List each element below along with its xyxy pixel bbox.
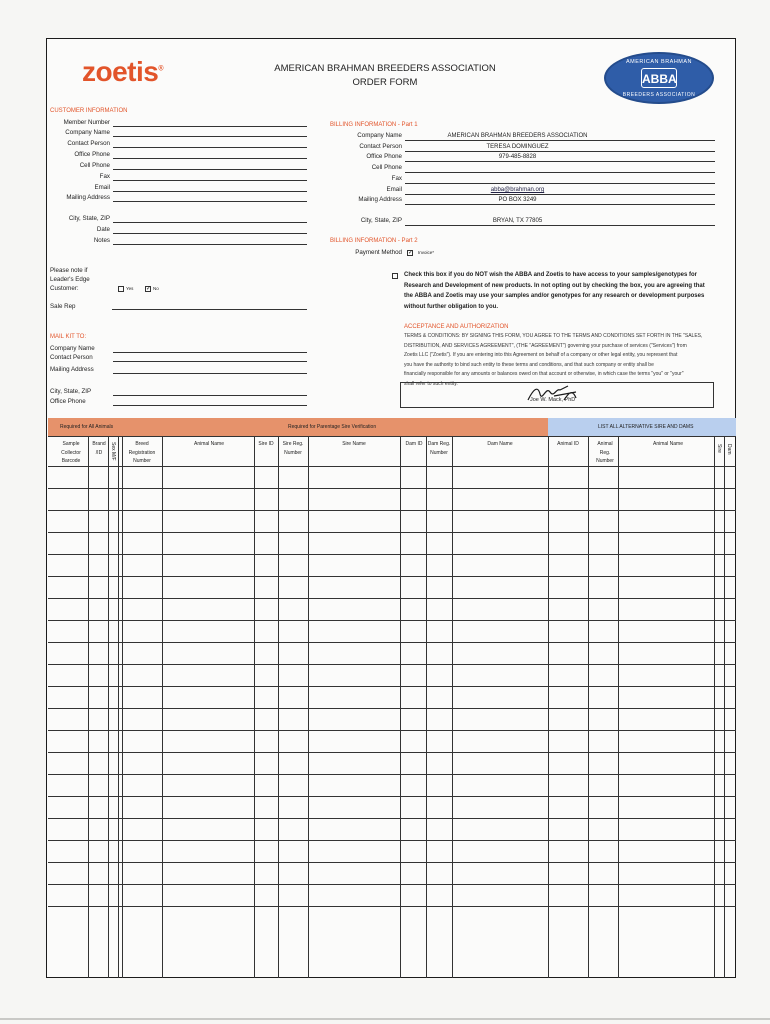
column-divider <box>618 436 619 978</box>
leader-yes-checkbox[interactable] <box>118 286 124 292</box>
billing-field-input[interactable] <box>405 172 715 173</box>
billing-field-input[interactable] <box>405 183 715 184</box>
column-divider <box>162 436 163 978</box>
billing-field-input[interactable] <box>405 151 715 152</box>
leader-note-line2: Leader's Edge <box>50 276 90 283</box>
column-divider <box>108 436 109 978</box>
customer-field-label: Office Phone <box>74 151 110 158</box>
customer-field-input[interactable] <box>113 136 307 137</box>
abba-seal-logo: AMERICAN BRAHMAN ABBA BREEDERS ASSOCIATION <box>604 52 714 104</box>
table-row[interactable] <box>48 862 736 863</box>
billing-part2-heading: BILLING INFORMATION - Part 2 <box>330 238 418 244</box>
table-row[interactable] <box>48 488 736 489</box>
billing-field-label: Fax <box>391 175 402 182</box>
customer-field-input[interactable] <box>113 233 307 234</box>
mail-field-input[interactable] <box>113 405 307 406</box>
table-row[interactable] <box>48 752 736 753</box>
billing-field-label: Email <box>386 186 402 193</box>
col-alt-animal-id: Animal ID <box>557 441 579 447</box>
col-dam-id: Dam ID <box>405 441 423 447</box>
table-row[interactable] <box>48 796 736 797</box>
column-divider <box>308 436 309 978</box>
customer-field-label: Fax <box>99 173 110 180</box>
table-row[interactable] <box>48 554 736 555</box>
list-alt-text: LIST ALL ALTERNATIVE SIRE AND DAMS <box>598 424 694 430</box>
column-divider <box>714 436 715 978</box>
column-divider <box>426 436 427 978</box>
col-dam-reg: Dam Reg. Number <box>427 441 451 456</box>
optout-checkbox[interactable] <box>392 273 398 279</box>
sale-rep-field[interactable] <box>112 309 307 310</box>
mail-field-input[interactable] <box>113 395 307 396</box>
column-divider <box>88 436 89 978</box>
mail-field-input[interactable] <box>113 373 307 374</box>
leader-note-line1: Please note if <box>50 267 88 274</box>
table-row[interactable] <box>48 840 736 841</box>
table-row[interactable] <box>48 730 736 731</box>
customer-field-input[interactable] <box>113 158 307 159</box>
customer-field-label: City, State, ZIP <box>68 215 110 222</box>
mail-field-label: City, State, ZIP <box>50 388 92 395</box>
column-divider <box>548 436 549 978</box>
customer-field-label: Cell Phone <box>79 162 110 169</box>
customer-info-heading: CUSTOMER INFORMATION <box>50 108 128 114</box>
table-row[interactable] <box>48 576 736 577</box>
customer-field-label: Notes <box>93 237 110 244</box>
title-line-1: AMERICAN BRAHMAN BREEDERS ASSOCIATION <box>274 63 496 74</box>
customer-field-label: Mailing Address <box>66 194 110 201</box>
customer-field-input[interactable] <box>113 180 307 181</box>
table-row[interactable] <box>48 884 736 885</box>
sale-rep-label: Sale Rep <box>50 303 76 310</box>
table-row[interactable] <box>48 818 736 819</box>
column-divider <box>452 436 453 978</box>
leader-yes-label: Yes <box>126 286 134 291</box>
table-row[interactable] <box>48 642 736 643</box>
col-brand-id: Brand /ID <box>92 441 106 456</box>
leader-no-checkbox[interactable]: ✓ <box>146 286 152 292</box>
column-divider <box>724 436 725 978</box>
column-divider <box>278 436 279 978</box>
customer-field-label: Company Name <box>65 129 110 136</box>
leader-no-label: No <box>153 286 159 291</box>
req-all-text: Required for All Animals <box>60 424 114 430</box>
col-alt-dam: Dam <box>726 444 732 455</box>
mail-field-label: Office Phone <box>50 398 86 405</box>
acceptance-heading: ACCEPTANCE AND AUTHORIZATION <box>404 324 509 330</box>
col-animal-name: Animal Name <box>193 441 224 447</box>
mail-field-label: Company Name <box>50 345 95 352</box>
table-row[interactable] <box>48 906 736 907</box>
billing-field-input[interactable] <box>405 140 715 141</box>
billing-field-label: Cell Phone <box>371 164 402 171</box>
mail-field-label: Mailing Address <box>50 366 94 373</box>
invoice-checkbox[interactable]: ✓ <box>408 250 414 256</box>
col-sire-reg: Sire Reg. Number <box>282 441 304 456</box>
billing-email-value: abba@brahman.org <box>490 187 545 193</box>
col-breed-reg: Breed Registration Number <box>128 441 156 464</box>
column-divider <box>118 436 119 978</box>
customer-field-label: Member Number <box>63 119 110 126</box>
col-sire-id: Sire ID <box>258 441 274 447</box>
table-row[interactable] <box>48 708 736 709</box>
mail-kit-heading: MAIL KIT TO: <box>50 334 87 340</box>
billing-field-label: Mailing Address <box>358 196 402 203</box>
billing-company-value: AMERICAN BRAHMAN BREEDERS ASSOCIATION <box>447 133 588 139</box>
invoice-option-label: Invoice* <box>418 250 435 255</box>
col-alt-animal-reg: Animal Reg. Number <box>596 441 614 464</box>
col-sire-name: Sire Name <box>342 441 366 447</box>
table-row[interactable] <box>48 686 736 687</box>
leader-note-line3: Customer: <box>50 285 79 292</box>
mail-field-label: Contact Person <box>50 354 93 361</box>
billing-field-input[interactable] <box>405 225 715 226</box>
table-row[interactable] <box>48 598 736 599</box>
signer-name: Joe W. Mack, PhD <box>530 397 576 403</box>
billing-part1-heading: BILLING INFORMATION - Part 1 <box>330 122 418 128</box>
form-title <box>240 62 530 90</box>
billing-field-input[interactable] <box>405 194 715 195</box>
customer-field-label: Date <box>96 226 110 233</box>
scan-edge <box>0 1018 770 1020</box>
column-divider <box>122 436 123 978</box>
mail-field-input[interactable] <box>113 352 307 353</box>
billing-field-input[interactable] <box>405 204 715 205</box>
terms-text: TERMS & CONDITIONS: BY SIGNING THIS FORM, YOU AGREE TO THE TERMS AND CONDITIONS SET FORTH IN THE "SALES, DISTRIBUTION, AND SERVICES AGREEMENT", (THE "AGREEMENT") governing your purchase of services ("Services") from Zoetis LLC ("Zoetis"). If you are entering into this Agreement on behalf of a company or other legal entity, you represent that you have the authority to bind such entity to these terms and conditions, and that such company or entity shall be financially responsible for any amounts or balances owed on that account or otherwise, in which case the terms "you" or "your" shall refer to such entity. <box>404 333 703 387</box>
billing-field-label: Office Phone <box>366 153 402 160</box>
handwritten-signature <box>524 382 584 408</box>
customer-field-input[interactable] <box>113 126 307 127</box>
col-sex: Sex M/F <box>110 442 116 461</box>
customer-field-input[interactable] <box>113 244 307 245</box>
table-row[interactable] <box>48 774 736 775</box>
column-divider <box>400 436 401 978</box>
billing-field-label: Contact Person <box>359 143 402 150</box>
column-divider <box>588 436 589 978</box>
zoetis-logo: zoetis® <box>82 56 164 87</box>
column-divider <box>254 436 255 978</box>
billing-field-label: City, State, ZIP <box>360 217 402 224</box>
title-line-2: ORDER FORM <box>352 77 418 88</box>
customer-field-input[interactable] <box>113 201 307 202</box>
customer-field-input[interactable] <box>113 169 307 170</box>
customer-field-input[interactable] <box>113 222 307 223</box>
col-alt-animal-name: Animal Name <box>652 441 683 447</box>
payment-method-label: Payment Method <box>355 249 402 256</box>
optout-text: Check this box if you do NOT wish the ABBA and Zoetis to have access to your samples/genotypes for Research and Development of new products. In not opting out by checking the box, you are agreeing that the ABBA and Zoetis may use your samples and/or genotypes for any research or development purposes without further obligation to you. <box>404 272 705 310</box>
billing-city-value: BRYAN, TX 77805 <box>492 218 543 224</box>
table-row[interactable] <box>48 466 736 467</box>
billing-contact-value: TERESA DOMINGUEZ <box>486 144 549 150</box>
customer-field-input[interactable] <box>113 147 307 148</box>
mail-field-input[interactable] <box>113 361 307 362</box>
customer-field-label: Contact Person <box>67 140 110 147</box>
billing-field-input[interactable] <box>405 161 715 162</box>
col-dam-name: Dam Name <box>487 441 513 447</box>
col-alt-sire: Sire <box>716 444 722 453</box>
customer-field-label: Email <box>94 184 110 191</box>
table-row[interactable] <box>48 620 736 621</box>
req-pv-text: Required for Parentage Sire Verification <box>288 424 377 430</box>
col-sample-barcode: Sample Collector Barcode <box>61 441 81 464</box>
customer-field-input[interactable] <box>113 191 307 192</box>
table-row[interactable] <box>48 532 736 533</box>
billing-phone-value: 979-485-8828 <box>498 154 537 160</box>
header-divider <box>48 436 736 437</box>
billing-address-value: PO BOX 3249 <box>498 197 537 203</box>
table-row[interactable] <box>48 664 736 665</box>
table-row[interactable] <box>48 510 736 511</box>
billing-field-label: Company Name <box>357 132 402 139</box>
animal-table <box>48 418 736 978</box>
